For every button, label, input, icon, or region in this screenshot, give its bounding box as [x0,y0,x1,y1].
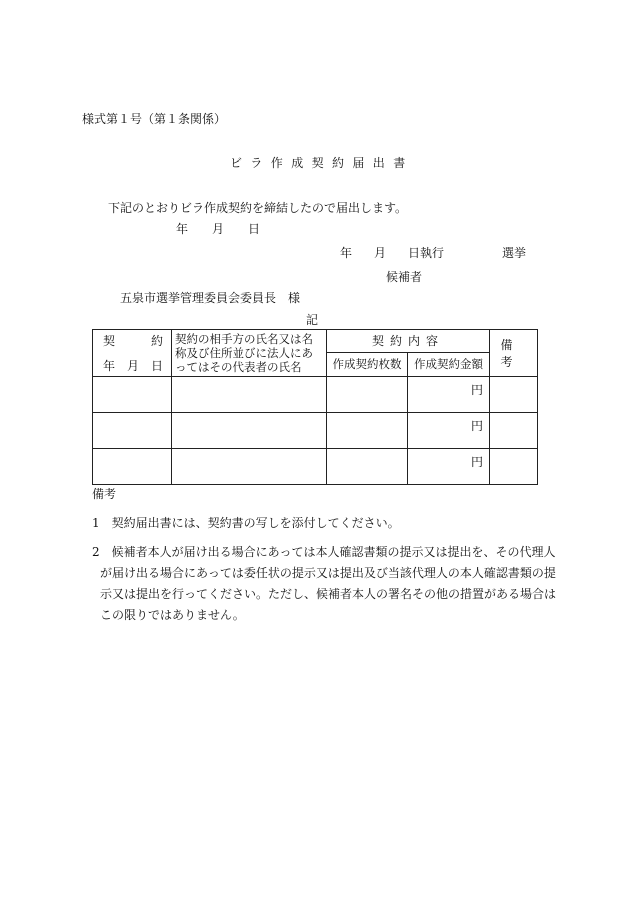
cell-party[interactable] [172,377,327,413]
header-contract-amount: 作成契約金額 [408,352,490,376]
cell-count[interactable] [327,413,408,449]
cell-date[interactable] [93,413,172,449]
cell-count[interactable] [327,449,408,485]
date-month-label: 月 [212,222,225,236]
header-contract-contents: 契約内容 [327,330,490,353]
cell-party[interactable] [172,413,327,449]
cell-remarks[interactable] [490,413,538,449]
table-row [93,377,538,413]
cell-amount[interactable]: 円 [408,449,490,485]
cell-count[interactable] [327,377,408,413]
note-2: 2 候補者本人が届け出る場合にあっては本人確認書類の提示又は提出を、その代理人 が届け出る場合にあっては委任状の提示又は提出及び当該代理人の本人確認書類の提 示又は提出を行ってください。ただし、候補者本人の署名その他の措置がある場合は この限りではありません。 [92,545,557,622]
candidate-label: 候補者 [386,270,423,284]
election-year-label: 年 [340,246,353,260]
header-contract-date: 契 約 年 月 日 [93,330,172,377]
intro-text: 下記のとおりビラ作成契約を締結したので届出します。 [108,201,408,215]
ki-label: 記 [306,313,319,327]
cell-amount[interactable]: 円 [408,377,490,413]
cell-date[interactable] [93,377,172,413]
addressee: 五泉市選挙管理委員会委員長 様 [120,291,301,305]
note-1: 1 契約届出書には、契約書の写しを添付してください。 [92,516,400,530]
cell-remarks[interactable] [490,377,538,413]
header-contract-party: 契約の相手方の氏名又は名 称及び住所並びに法人にあ ってはその代表者の氏名 [172,330,327,377]
date-year-label: 年 [176,222,189,236]
date-day-label: 日 [248,222,261,236]
election-label: 選挙 [502,246,527,260]
header-remarks: 備考 [490,330,538,377]
cell-party[interactable] [172,449,327,485]
table-row [93,413,538,449]
election-month-label: 月 [374,246,387,260]
header-contract-count: 作成契約枚数 [327,352,408,376]
cell-amount[interactable]: 円 [408,413,490,449]
cell-remarks[interactable] [490,449,538,485]
form-number: 様式第１号（第１条関係） [82,112,227,126]
document-title: ビラ作成契約届出書 [230,156,414,170]
table-row [93,449,538,485]
cell-date[interactable] [93,449,172,485]
contract-table [92,329,538,485]
notes-title: 備考 [92,487,117,501]
election-day-label: 日執行 [408,246,445,260]
